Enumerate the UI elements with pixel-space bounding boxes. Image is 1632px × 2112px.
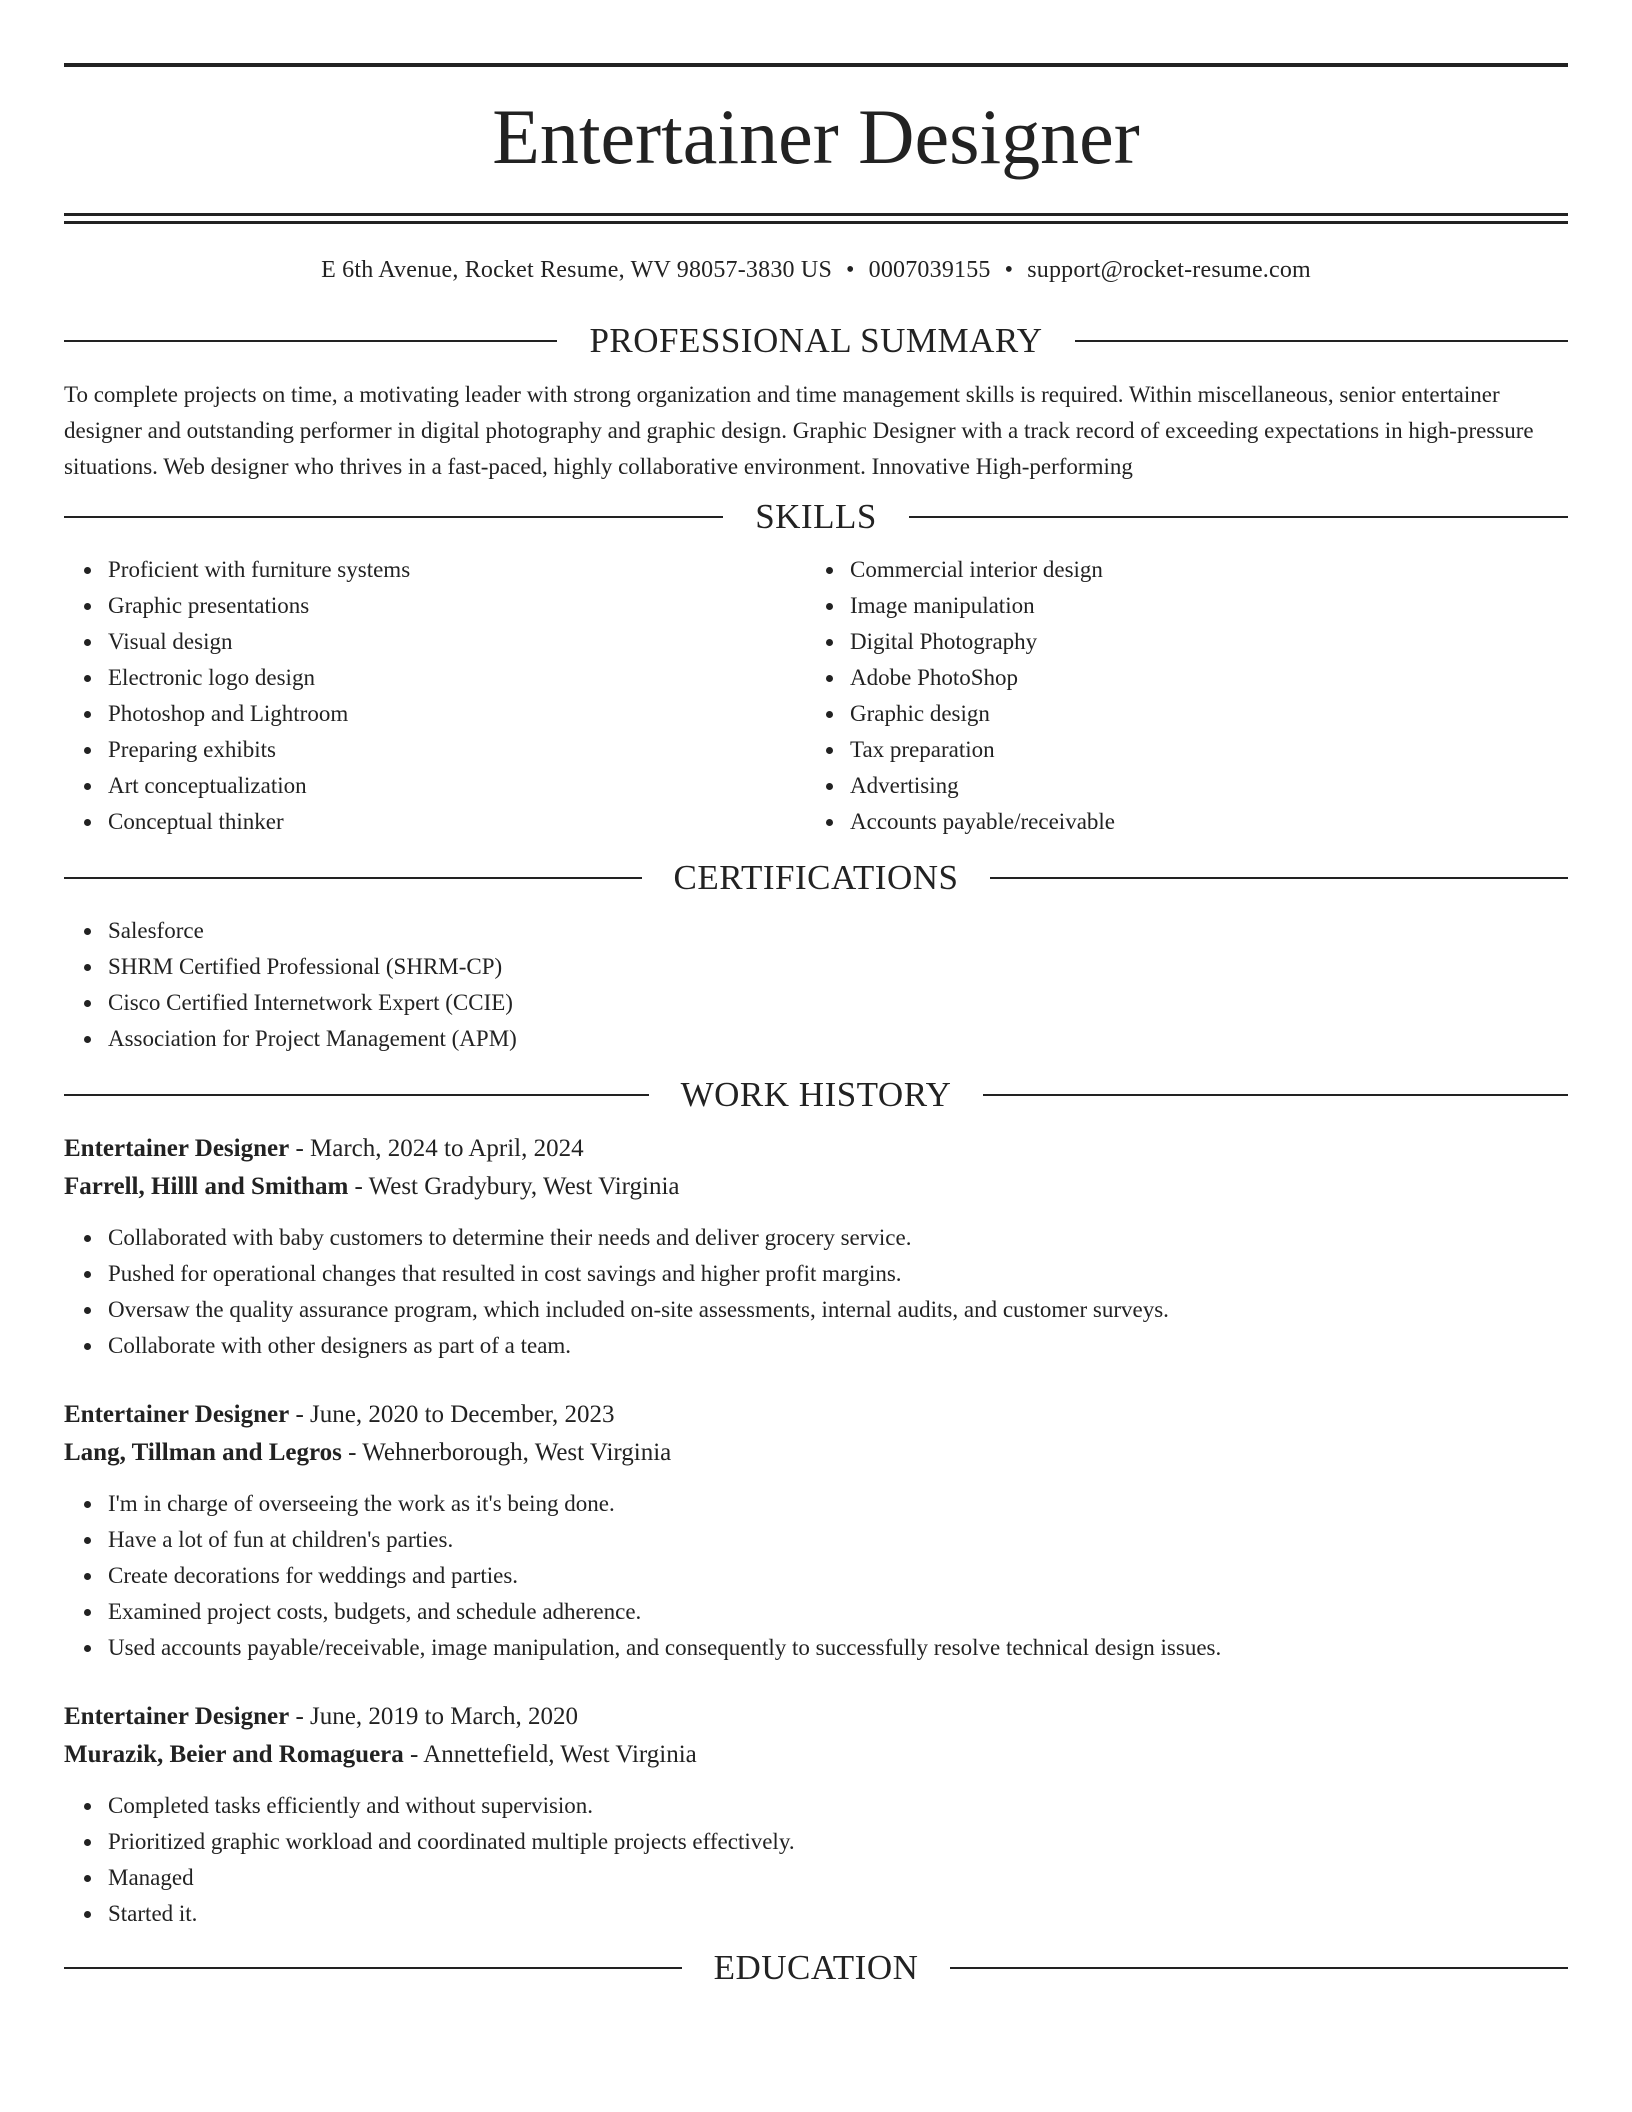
contact-line [64, 255, 1568, 285]
skills-heading [64, 497, 1568, 537]
job-bullet: Pushed for operational changes that resulted in cost savings and higher profit margins. [108, 1256, 1568, 1292]
skill-item: Visual design [108, 624, 806, 660]
job-dates: - March, 2024 to April, 2024 [289, 1135, 584, 1162]
summary-title: PROFESSIONAL SUMMARY [589, 321, 1043, 360]
job-location: - West Gradybury, West Virginia [348, 1173, 680, 1200]
job-title-line [64, 1698, 1568, 1736]
heading-rule-right [950, 1967, 1568, 1969]
contact-email: support@rocket-resume.com [1027, 257, 1311, 283]
heading-rule-left [64, 340, 557, 342]
certification-item: Cisco Certified Internetwork Expert (CCIE) [108, 985, 1568, 1021]
job-company: Farrell, Hilll and Smitham [64, 1173, 349, 1200]
job-entry [64, 1396, 1568, 1666]
job-bullets [64, 1220, 1568, 1364]
job-dates: - June, 2020 to December, 2023 [289, 1401, 615, 1428]
heading-rule-left [64, 516, 723, 518]
job-title: Entertainer Designer [64, 1703, 290, 1730]
skill-item: Adobe PhotoShop [850, 660, 1548, 696]
education-heading [64, 1948, 1568, 1988]
job-company: Lang, Tillman and Legros [64, 1439, 342, 1466]
job-dates: - June, 2019 to March, 2020 [289, 1703, 579, 1730]
skill-item: Image manipulation [850, 588, 1548, 624]
work-history-heading [64, 1075, 1568, 1115]
job-company-line [64, 1736, 1568, 1774]
job-bullets [64, 1788, 1568, 1932]
job-title: Entertainer Designer [64, 1401, 290, 1428]
skills-left-column [64, 552, 806, 840]
certifications-list [64, 913, 1568, 1057]
heading-rule-right [983, 1094, 1568, 1096]
job-company-line [64, 1168, 1568, 1206]
certifications-heading [64, 858, 1568, 898]
job-company-line [64, 1434, 1568, 1472]
skill-item: Photoshop and Lightroom [108, 696, 806, 732]
contact-phone: 0007039155 [868, 257, 991, 283]
contact-address: E 6th Avenue, Rocket Resume, WV 98057-3830 US [321, 257, 833, 283]
skills-title: SKILLS [755, 497, 877, 536]
heading-rule-right [990, 877, 1568, 879]
skill-item: Accounts payable/receivable [850, 804, 1548, 840]
job-title-line [64, 1130, 1568, 1168]
certification-item: SHRM Certified Professional (SHRM-CP) [108, 949, 1568, 985]
job-bullet: Collaborate with other designers as part of a team. [108, 1328, 1568, 1364]
job-location: - Wehnerborough, West Virginia [341, 1439, 672, 1466]
heading-rule-left [64, 877, 642, 879]
skill-item: Preparing exhibits [108, 732, 806, 768]
double-rule [64, 213, 1568, 224]
heading-rule-right [909, 516, 1568, 518]
job-entry [64, 1698, 1568, 1932]
contact-separator: • [846, 257, 855, 283]
skills-columns [64, 552, 1568, 840]
skill-item: Graphic presentations [108, 588, 806, 624]
job-bullet: Create decorations for weddings and parties. [108, 1558, 1568, 1594]
heading-rule-left [64, 1967, 682, 1969]
summary-text: To complete projects on time, a motivating leader with strong organization and time management skills is required. Within miscellaneous, senior entertainer designer and outstanding performer in digital photography and graphic design. Graphic Designer with a track record of exceeding expectations in high-pressure situations. Web designer who thrives in a fast-paced, highly collaborative environment. Innovative High-performing [64, 382, 1534, 479]
job-bullet: Used accounts payable/receivable, image manipulation, and consequently to successfully resolve technical design issues. [108, 1630, 1568, 1666]
top-rule [64, 63, 1568, 67]
education-title: EDUCATION [713, 1948, 919, 1987]
job-bullet: Prioritized graphic workload and coordinated multiple projects effectively. [108, 1824, 1568, 1860]
job-bullet: Oversaw the quality assurance program, which included on-site assessments, internal audits, and customer surveys. [108, 1292, 1568, 1328]
skill-item: Commercial interior design [850, 552, 1548, 588]
skill-item: Proficient with furniture systems [108, 552, 806, 588]
job-location: - Annettefield, West Virginia [403, 1741, 697, 1768]
skill-item: Graphic design [850, 696, 1548, 732]
resume-content [64, 0, 1568, 1988]
job-title: Entertainer Designer [64, 1135, 290, 1162]
heading-rule-right [1075, 340, 1568, 342]
job-title-line [64, 1396, 1568, 1434]
job-bullet: Completed tasks efficiently and without supervision. [108, 1788, 1568, 1824]
skill-item: Digital Photography [850, 624, 1548, 660]
job-entry [64, 1130, 1568, 1364]
job-bullets [64, 1486, 1568, 1666]
job-bullet: Have a lot of fun at children's parties. [108, 1522, 1568, 1558]
skill-item: Advertising [850, 768, 1548, 804]
job-bullet: Started it. [108, 1896, 1568, 1932]
job-bullet: Examined project costs, budgets, and schedule adherence. [108, 1594, 1568, 1630]
skills-right-column [806, 552, 1548, 840]
contact-separator: • [1004, 257, 1014, 283]
job-bullet: Managed [108, 1860, 1568, 1896]
work-history-title: WORK HISTORY [680, 1075, 952, 1114]
resume-name: Entertainer Designer [492, 93, 1140, 180]
heading-rule-left [64, 1094, 649, 1096]
certifications-title: CERTIFICATIONS [673, 858, 959, 897]
skill-item: Electronic logo design [108, 660, 806, 696]
skill-item: Tax preparation [850, 732, 1548, 768]
skill-item: Art conceptualization [108, 768, 806, 804]
certification-item: Salesforce [108, 913, 1568, 949]
skills-left-list [64, 552, 806, 840]
summary-heading [64, 321, 1568, 361]
job-bullet: Collaborated with baby customers to determine their needs and deliver grocery service. [108, 1220, 1568, 1256]
skills-right-list [806, 552, 1548, 840]
certification-item: Association for Project Management (APM) [108, 1021, 1568, 1057]
job-company: Murazik, Beier and Romaguera [64, 1741, 404, 1768]
skill-item: Conceptual thinker [108, 804, 806, 840]
job-bullet: I'm in charge of overseeing the work as it's being done. [108, 1486, 1568, 1522]
